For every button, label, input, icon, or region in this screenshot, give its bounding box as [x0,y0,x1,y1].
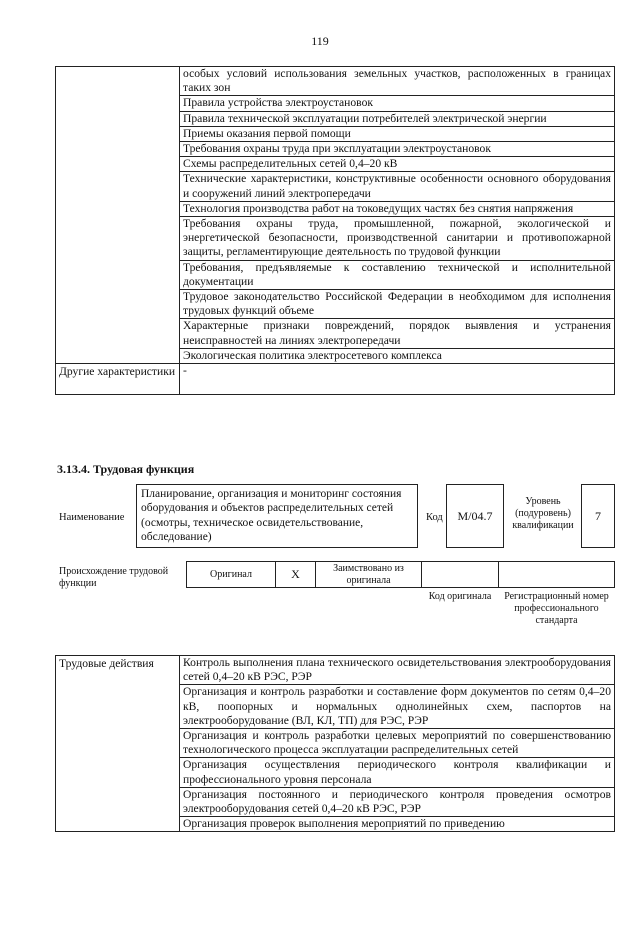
table-cell: особых условий использования земельных участков, расположенных в границах таких зон [180,67,615,96]
other-characteristics-value: - [180,364,615,395]
table-cell: Организация осуществления периодического контроля квалификации и профессионального уровня персонала [180,758,615,787]
registration-number-cell [498,561,615,588]
table-cell: Трудовое законодательство Российской Федерации в необходимом для исполнения трудовых функций объеме [180,290,615,319]
qualification-level-label: Уровень (подуровень) квалификации [512,496,574,531]
function-name-box: Планирование, организация и мониторинг состояния оборудования и объектов распределительных сетей (осмотры, техническое освидетельствование, обследование) [136,484,418,548]
table-cell: Требования охраны труда при эксплуатации электроустановок [180,142,615,157]
table-cell: Приемы оказания первой помощи [180,126,615,141]
table-cell: Требования, предъявляемые к составлению технической и исполнительной документации [180,260,615,289]
code-value-box: M/04.7 [446,484,504,548]
labor-actions-table [55,655,615,832]
table-cell: Технология производства работ на токоведущих частях без снятия напряжения [180,201,615,216]
original-code-cell [421,561,499,588]
table-cell: Контроль выполнения плана технического освидетельствования электрооборудования сетей 0,4–20 кВ РЭС, РЭР [180,656,615,685]
name-label: Наименование [59,512,125,523]
knowledge-table [55,66,615,395]
table-cell: Правила технической эксплуатации потребителей электрической энергии [180,111,615,126]
borrowed-cell: Заимствовано из оригинала [315,561,422,588]
table-cell: Технические характеристики, конструктивные особенности основного оборудования и сооружений линий электропередачи [180,172,615,201]
original-mark-cell: X [275,561,316,588]
table-row [56,67,615,96]
table-cell: Правила устройства электроустановок [180,96,615,111]
table-cell: Схемы распределительных сетей 0,4–20 кВ [180,157,615,172]
table-row [56,656,615,685]
page-number: 119 [311,34,329,48]
table-row [56,364,615,395]
original-cell: Оригинал [186,561,276,588]
table-cell: Организация и контроль разработки и составление форм документов по сетям 0,4–20 кВ, поопорных и нормальных однолинейных схем, паспортов на электрооборудование (ВЛ, КЛ, ТП) для РЭС, РЭР [180,685,615,729]
code-label: Код [426,512,443,523]
table-cell: Организация постоянного и периодического контроля проведения осмотров электрооборудования сетей 0,4–20 кВ РЭС, РЭР [180,787,615,816]
labor-actions-label: Трудовые действия [56,656,180,832]
origin-label: Происхождение трудовой функции [59,566,169,589]
table-cell: Организация и контроль разработки целевых мероприятий по совершенствованию технологического процесса эксплуатации распределительных сетей [180,729,615,758]
qualification-level-box: 7 [581,484,615,548]
other-characteristics-label: Другие характеристики [56,364,180,395]
original-code-caption: Код оригинала [428,591,492,602]
table-cell: Организация проверок выполнения мероприятий по приведению [180,817,615,832]
section-heading: 3.13.4. Трудовая функция [57,462,195,476]
table-cell: Требования охраны труда, промышленной, пожарной, экологической и энергетической безопасности, производственной санитарии и противопожарной защиты, регламентирующие деятельность по трудовой функции [180,217,615,261]
table-cell: Характерные признаки повреждений, порядок выявления и устранения неисправностей на линиях электропередачи [180,319,615,348]
table-cell: Экологическая политика электросетевого комплекса [180,348,615,363]
table-left-cell [56,67,180,364]
registration-number-caption: Регистрационный номер профессионального стандарта [504,591,609,626]
